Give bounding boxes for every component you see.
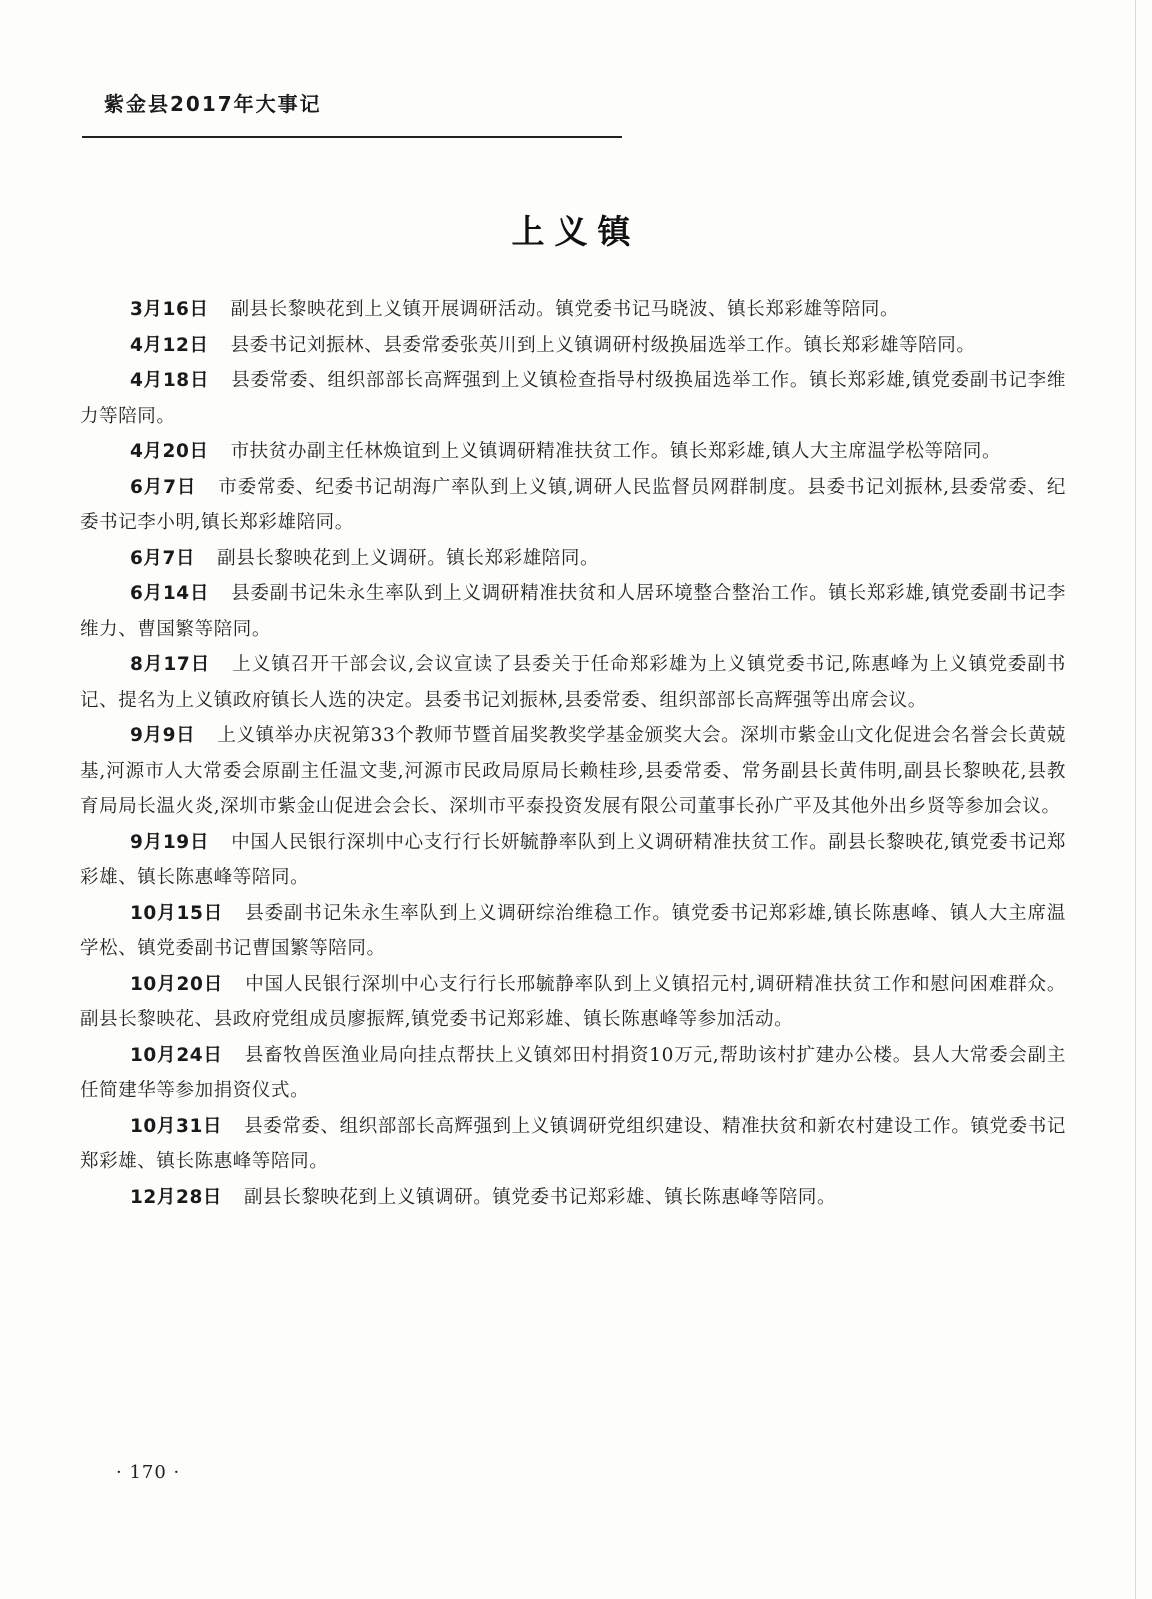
chronicle-entry xyxy=(80,434,1066,470)
running-header: 紫金县2017年大事记 xyxy=(104,92,322,116)
entry-date: 8月17日 xyxy=(129,654,211,675)
entry-date: 6月7日 xyxy=(129,547,196,569)
chronicle-entry xyxy=(80,825,1066,896)
entry-date: 6月14日 xyxy=(129,583,210,604)
chronicle-entry xyxy=(80,967,1066,1038)
chronicle-entry xyxy=(80,541,1066,577)
chronicle-entry xyxy=(80,328,1066,364)
section-title: 上义镇 xyxy=(511,212,641,251)
entry-text: 上义镇召开干部会议,会议宣读了县委关于任命郑彩雄为上义镇党委书记,陈惠峰为上义镇党委副书记、提名为上义镇政府镇长人选的决定。县委书记刘振林,县委常委、组织部部长高辉强等出席会议。 xyxy=(80,654,1066,711)
entry-text: 县委书记刘振林、县委常委张英川到上义镇调研村级换届选举工作。镇长郑彩雄等陪同。 xyxy=(230,334,976,356)
entry-text: 上义镇举办庆祝第33个教师节暨首届奖教奖学基金颁奖大会。深圳市紫金山文化促进会名誉会长黄兢基,河源市人大常委会原副主任温文斐,河源市民政局原局长赖桂珍,县委常委、常务副县长黄伟明,副县长黎映花,县教育局局长温火炎,深圳市紫金山促进会会长、深圳市平泰投资发展有限公司董事长孙广平及其他外出乡贤等参加会议。 xyxy=(80,725,1066,817)
entry-date: 9月9日 xyxy=(129,725,196,746)
entry-text: 县委副书记朱永生率队到上义调研综治维稳工作。镇党委书记郑彩雄,镇长陈惠峰、镇人大主席温学松、镇党委副书记曹国繁等陪同。 xyxy=(80,902,1066,959)
chronicle-entry xyxy=(80,576,1066,647)
entry-date: 4月18日 xyxy=(129,370,210,391)
page-number: · 170 · xyxy=(116,1462,181,1483)
entry-text: 副县长黎映花到上义镇调研。镇党委书记郑彩雄、镇长陈惠峰等陪同。 xyxy=(244,1186,837,1208)
entry-date: 3月16日 xyxy=(129,299,209,320)
entry-date: 10月31日 xyxy=(129,1115,223,1137)
entry-text: 副县长黎映花到上义镇开展调研活动。镇党委书记马晓波、镇长郑彩雄等陪同。 xyxy=(230,299,900,320)
entry-date: 9月19日 xyxy=(129,831,210,853)
entry-date: 4月20日 xyxy=(129,441,209,462)
entry-text: 县委常委、组织部部长高辉强到上义镇调研党组织建设、精准扶贫和新农村建设工作。镇党委书记郑彩雄、镇长陈惠峰等陪同。 xyxy=(80,1115,1066,1172)
entry-text: 副县长黎映花到上义调研。镇长郑彩雄陪同。 xyxy=(217,547,600,569)
chronicle-entry xyxy=(80,718,1066,825)
chronicle-entry xyxy=(80,363,1066,434)
header-rule xyxy=(82,136,622,138)
chronicle-entry xyxy=(80,292,1066,328)
entry-text: 市委常委、纪委书记胡海广率队到上义镇,调研人民监督员网群制度。县委书记刘振林,县委常委、纪委书记李小明,镇长郑彩雄陪同。 xyxy=(80,476,1066,533)
entry-text: 县畜牧兽医渔业局向挂点帮扶上义镇郊田村捐资10万元,帮助该村扩建办公楼。县人大常委会副主任简建华等参加捐资仪式。 xyxy=(80,1044,1067,1101)
chronicle-entries xyxy=(80,292,1066,1215)
entry-text: 中国人民银行深圳中心支行行长妍毓静率队到上义调研精准扶贫工作。副县长黎映花,镇党委书记郑彩雄、镇长陈惠峰等陪同。 xyxy=(80,831,1066,888)
entry-text: 县委常委、组织部部长高辉强到上义镇检查指导村级换届选举工作。镇长郑彩雄,镇党委副书记李维力等陪同。 xyxy=(80,370,1066,427)
entry-date: 10月20日 xyxy=(129,973,224,995)
entry-date: 10月15日 xyxy=(129,902,224,924)
entry-date: 12月28日 xyxy=(129,1186,223,1208)
chronicle-entry xyxy=(80,1180,1066,1216)
chronicle-entry xyxy=(80,1109,1066,1180)
entry-date: 4月12日 xyxy=(129,334,209,356)
chronicle-entry xyxy=(80,647,1066,718)
entry-date: 10月24日 xyxy=(129,1044,223,1066)
entry-text: 县委副书记朱永生率队到上义调研精准扶贫和人居环境整合整治工作。镇长郑彩雄,镇党委副书记李维力、曹国繁等陪同。 xyxy=(80,583,1066,640)
entry-text: 市扶贫办副主任林焕谊到上义镇调研精准扶贫工作。镇长郑彩雄,镇人大主席温学松等陪同。 xyxy=(230,441,1002,462)
entry-text: 中国人民银行深圳中心支行行长邢毓静率队到上义镇招元村,调研精准扶贫工作和慰问困难群众。副县长黎映花、县政府党组成员廖振辉,镇党委书记郑彩雄、镇长陈惠峰等参加活动。 xyxy=(80,973,1066,1030)
chronicle-entry xyxy=(80,896,1066,967)
chronicle-entry xyxy=(80,470,1066,541)
entry-date: 6月7日 xyxy=(129,476,197,498)
chronicle-entry xyxy=(80,1038,1066,1109)
